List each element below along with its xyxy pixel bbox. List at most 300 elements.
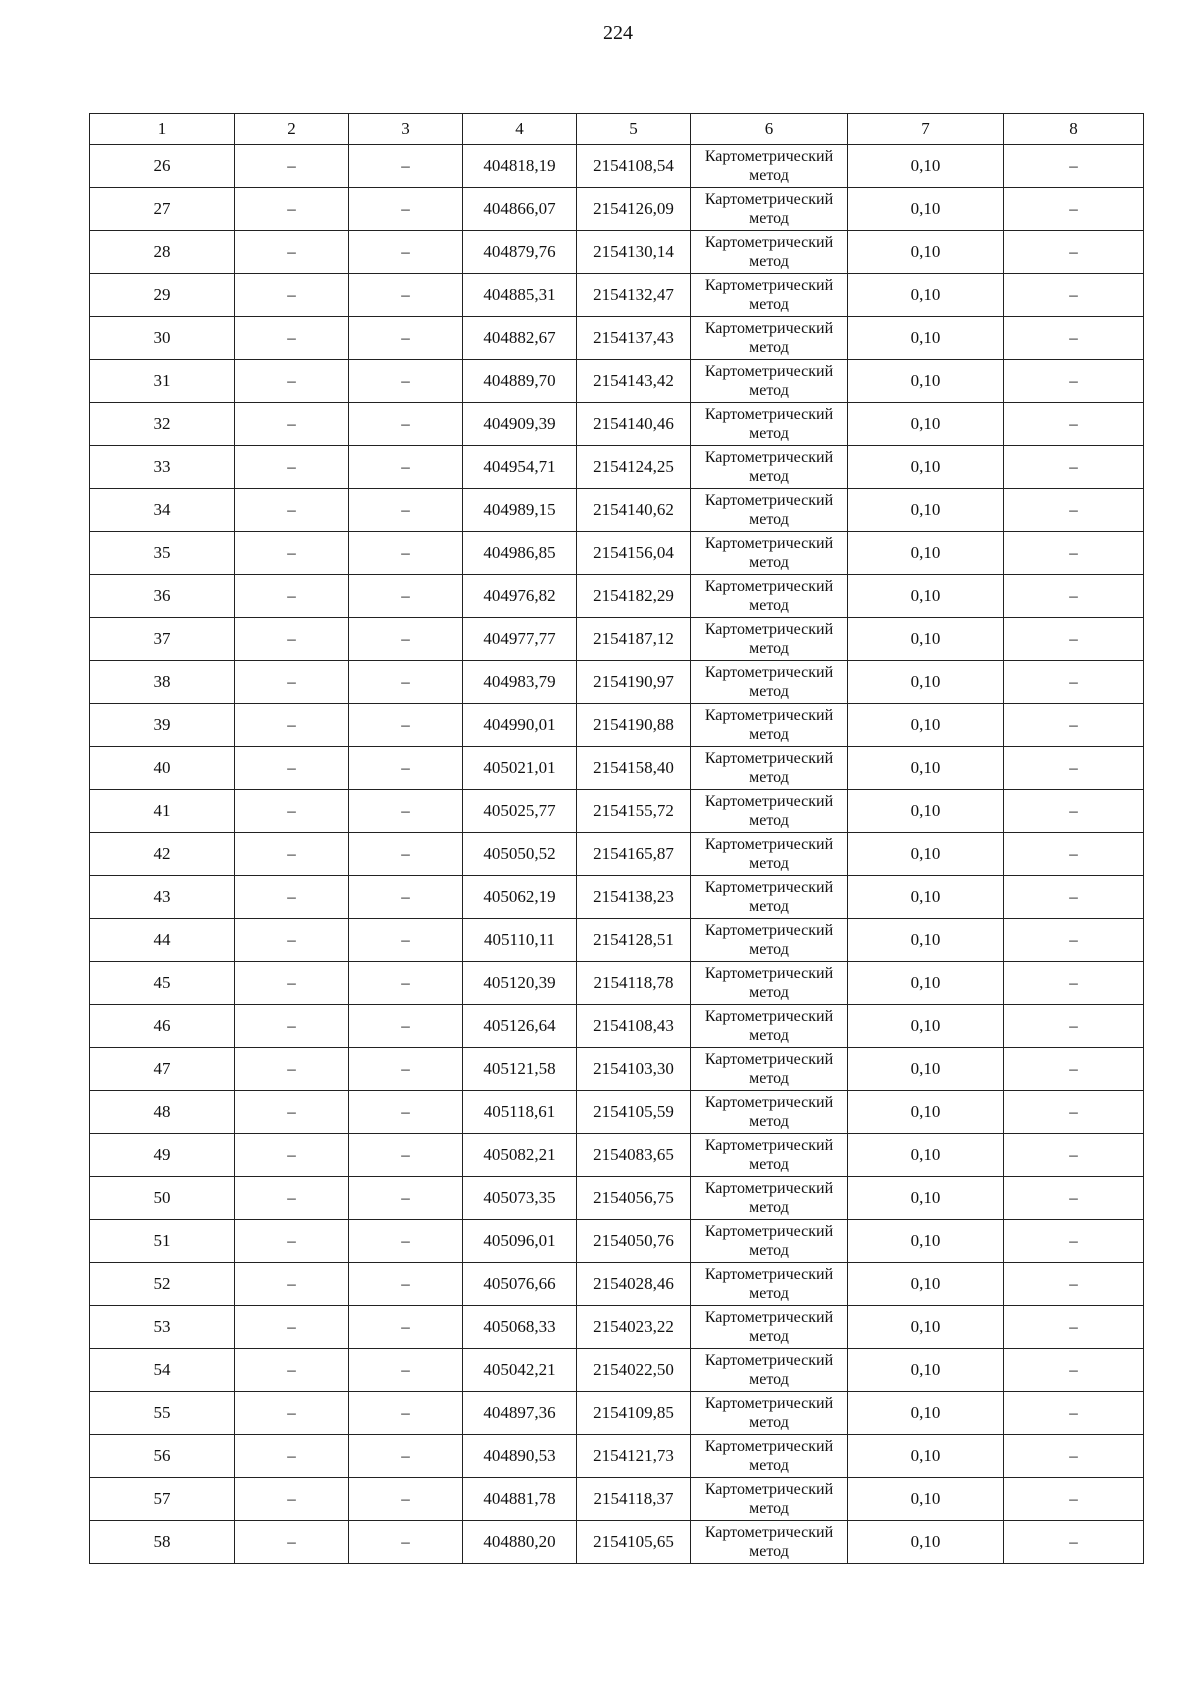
table-row	[90, 489, 1144, 532]
coordinate-y: 2154050,76	[577, 1220, 691, 1263]
coordinate-y: 2154023,22	[577, 1306, 691, 1349]
coordinate-y: 2154155,72	[577, 790, 691, 833]
column-3-cell: –	[349, 704, 463, 747]
coordinate-y: 2154137,43	[577, 317, 691, 360]
column-3-cell: –	[349, 231, 463, 274]
header-row	[90, 114, 1144, 145]
column-3-cell: –	[349, 446, 463, 489]
accuracy-cell: 0,10	[848, 231, 1004, 274]
point-number: 51	[90, 1220, 235, 1263]
column-3-cell: –	[349, 145, 463, 188]
table-row	[90, 1005, 1144, 1048]
method-cell: Картометрический метод	[691, 1177, 848, 1220]
table-row	[90, 1435, 1144, 1478]
point-number: 32	[90, 403, 235, 446]
coordinate-y: 2154124,25	[577, 446, 691, 489]
accuracy-cell: 0,10	[848, 618, 1004, 661]
accuracy-cell: 0,10	[848, 1134, 1004, 1177]
column-3-cell: –	[349, 1134, 463, 1177]
accuracy-cell: 0,10	[848, 532, 1004, 575]
accuracy-cell: 0,10	[848, 1392, 1004, 1435]
coordinate-x: 404983,79	[463, 661, 577, 704]
method-cell: Картометрический метод	[691, 747, 848, 790]
table-row	[90, 1263, 1144, 1306]
column-2-cell: –	[235, 489, 349, 532]
point-number: 48	[90, 1091, 235, 1134]
method-cell: Картометрический метод	[691, 188, 848, 231]
method-cell: Картометрический метод	[691, 919, 848, 962]
point-number: 56	[90, 1435, 235, 1478]
table-row	[90, 747, 1144, 790]
column-8-cell: –	[1004, 317, 1144, 360]
table-row	[90, 1177, 1144, 1220]
column-2-cell: –	[235, 231, 349, 274]
method-cell: Картометрический метод	[691, 790, 848, 833]
method-cell: Картометрический метод	[691, 1263, 848, 1306]
column-3-cell: –	[349, 1263, 463, 1306]
method-cell: Картометрический метод	[691, 274, 848, 317]
method-cell: Картометрический метод	[691, 1521, 848, 1564]
point-number: 41	[90, 790, 235, 833]
point-number: 35	[90, 532, 235, 575]
coordinate-x: 405110,11	[463, 919, 577, 962]
accuracy-cell: 0,10	[848, 317, 1004, 360]
column-2-cell: –	[235, 1392, 349, 1435]
column-2-cell: –	[235, 876, 349, 919]
table-row	[90, 661, 1144, 704]
column-2-cell: –	[235, 790, 349, 833]
column-3-cell: –	[349, 1435, 463, 1478]
point-number: 29	[90, 274, 235, 317]
column-8-cell: –	[1004, 661, 1144, 704]
coordinate-y: 2154028,46	[577, 1263, 691, 1306]
point-number: 53	[90, 1306, 235, 1349]
column-8-cell: –	[1004, 790, 1144, 833]
method-cell: Картометрический метод	[691, 1435, 848, 1478]
column-8-cell: –	[1004, 876, 1144, 919]
method-cell: Картометрический метод	[691, 1220, 848, 1263]
column-2-cell: –	[235, 188, 349, 231]
coordinate-x: 405076,66	[463, 1263, 577, 1306]
column-2-cell: –	[235, 403, 349, 446]
table-row	[90, 1478, 1144, 1521]
coordinate-y: 2154056,75	[577, 1177, 691, 1220]
accuracy-cell: 0,10	[848, 403, 1004, 446]
coordinate-x: 404890,53	[463, 1435, 577, 1478]
column-8-cell: –	[1004, 360, 1144, 403]
coordinate-y: 2154156,04	[577, 532, 691, 575]
column-3-cell: –	[349, 532, 463, 575]
table-row	[90, 403, 1144, 446]
column-8-cell: –	[1004, 962, 1144, 1005]
method-cell: Картометрический метод	[691, 446, 848, 489]
coordinate-x: 404818,19	[463, 145, 577, 188]
coordinate-x: 405118,61	[463, 1091, 577, 1134]
point-number: 28	[90, 231, 235, 274]
column-8-cell: –	[1004, 489, 1144, 532]
column-8-cell: –	[1004, 1091, 1144, 1134]
column-header: 2	[235, 114, 349, 145]
table-row	[90, 446, 1144, 489]
coordinates-table	[89, 113, 1144, 1564]
coordinate-x: 405062,19	[463, 876, 577, 919]
coordinate-y: 2154190,97	[577, 661, 691, 704]
coordinate-x: 405050,52	[463, 833, 577, 876]
accuracy-cell: 0,10	[848, 1306, 1004, 1349]
table-row	[90, 360, 1144, 403]
method-cell: Картометрический метод	[691, 1306, 848, 1349]
coordinate-x: 404989,15	[463, 489, 577, 532]
method-cell: Картометрический метод	[691, 317, 848, 360]
accuracy-cell: 0,10	[848, 1177, 1004, 1220]
coordinate-y: 2154126,09	[577, 188, 691, 231]
coordinate-x: 405025,77	[463, 790, 577, 833]
column-header: 7	[848, 114, 1004, 145]
column-3-cell: –	[349, 317, 463, 360]
column-2-cell: –	[235, 360, 349, 403]
column-8-cell: –	[1004, 1349, 1144, 1392]
coordinate-y: 2154083,65	[577, 1134, 691, 1177]
column-header: 8	[1004, 114, 1144, 145]
coordinate-x: 404897,36	[463, 1392, 577, 1435]
table-row	[90, 618, 1144, 661]
accuracy-cell: 0,10	[848, 575, 1004, 618]
column-3-cell: –	[349, 575, 463, 618]
point-number: 46	[90, 1005, 235, 1048]
column-8-cell: –	[1004, 403, 1144, 446]
point-number: 45	[90, 962, 235, 1005]
column-3-cell: –	[349, 1306, 463, 1349]
accuracy-cell: 0,10	[848, 360, 1004, 403]
accuracy-cell: 0,10	[848, 274, 1004, 317]
coordinate-x: 404881,78	[463, 1478, 577, 1521]
coordinate-x: 404879,76	[463, 231, 577, 274]
table-row	[90, 1392, 1144, 1435]
coordinate-y: 2154140,62	[577, 489, 691, 532]
method-cell: Картометрический метод	[691, 360, 848, 403]
accuracy-cell: 0,10	[848, 1005, 1004, 1048]
table-row	[90, 575, 1144, 618]
table-row	[90, 704, 1144, 747]
coordinate-x: 405021,01	[463, 747, 577, 790]
column-3-cell: –	[349, 1521, 463, 1564]
column-8-cell: –	[1004, 575, 1144, 618]
column-2-cell: –	[235, 1306, 349, 1349]
point-number: 58	[90, 1521, 235, 1564]
coordinate-x: 404977,77	[463, 618, 577, 661]
accuracy-cell: 0,10	[848, 1521, 1004, 1564]
accuracy-cell: 0,10	[848, 489, 1004, 532]
accuracy-cell: 0,10	[848, 919, 1004, 962]
coordinate-x: 405120,39	[463, 962, 577, 1005]
column-2-cell: –	[235, 1005, 349, 1048]
column-8-cell: –	[1004, 618, 1144, 661]
column-2-cell: –	[235, 317, 349, 360]
column-8-cell: –	[1004, 1048, 1144, 1091]
coordinate-x: 405042,21	[463, 1349, 577, 1392]
table-row	[90, 1521, 1144, 1564]
method-cell: Картометрический метод	[691, 661, 848, 704]
accuracy-cell: 0,10	[848, 833, 1004, 876]
column-2-cell: –	[235, 145, 349, 188]
column-8-cell: –	[1004, 231, 1144, 274]
coordinate-y: 2154108,54	[577, 145, 691, 188]
point-number: 27	[90, 188, 235, 231]
coordinate-y: 2154118,37	[577, 1478, 691, 1521]
table-row	[90, 145, 1144, 188]
accuracy-cell: 0,10	[848, 1263, 1004, 1306]
column-3-cell: –	[349, 274, 463, 317]
column-3-cell: –	[349, 833, 463, 876]
coordinate-x: 404882,67	[463, 317, 577, 360]
column-2-cell: –	[235, 661, 349, 704]
table-row	[90, 1091, 1144, 1134]
column-3-cell: –	[349, 661, 463, 704]
coordinate-x: 405126,64	[463, 1005, 577, 1048]
column-8-cell: –	[1004, 145, 1144, 188]
method-cell: Картометрический метод	[691, 618, 848, 661]
coordinate-x: 404889,70	[463, 360, 577, 403]
method-cell: Картометрический метод	[691, 1349, 848, 1392]
accuracy-cell: 0,10	[848, 1435, 1004, 1478]
coordinate-y: 2154140,46	[577, 403, 691, 446]
point-number: 30	[90, 317, 235, 360]
column-3-cell: –	[349, 876, 463, 919]
coordinate-y: 2154109,85	[577, 1392, 691, 1435]
method-cell: Картометрический метод	[691, 1478, 848, 1521]
column-8-cell: –	[1004, 919, 1144, 962]
page-number: 224	[603, 22, 633, 44]
column-8-cell: –	[1004, 1005, 1144, 1048]
point-number: 54	[90, 1349, 235, 1392]
column-8-cell: –	[1004, 274, 1144, 317]
column-3-cell: –	[349, 1048, 463, 1091]
method-cell: Картометрический метод	[691, 532, 848, 575]
column-3-cell: –	[349, 919, 463, 962]
coordinate-x: 404976,82	[463, 575, 577, 618]
table-row	[90, 188, 1144, 231]
method-cell: Картометрический метод	[691, 704, 848, 747]
point-number: 34	[90, 489, 235, 532]
table-row	[90, 317, 1144, 360]
column-3-cell: –	[349, 1392, 463, 1435]
point-number: 26	[90, 145, 235, 188]
column-2-cell: –	[235, 274, 349, 317]
coordinate-x: 405068,33	[463, 1306, 577, 1349]
column-header: 4	[463, 114, 577, 145]
column-2-cell: –	[235, 1134, 349, 1177]
column-2-cell: –	[235, 1521, 349, 1564]
table-row	[90, 231, 1144, 274]
coordinate-x: 405121,58	[463, 1048, 577, 1091]
table-row	[90, 1134, 1144, 1177]
column-2-cell: –	[235, 446, 349, 489]
point-number: 40	[90, 747, 235, 790]
column-2-cell: –	[235, 1478, 349, 1521]
column-3-cell: –	[349, 962, 463, 1005]
method-cell: Картометрический метод	[691, 403, 848, 446]
column-8-cell: –	[1004, 1392, 1144, 1435]
table-row	[90, 833, 1144, 876]
coordinate-y: 2154103,30	[577, 1048, 691, 1091]
coordinate-x: 404986,85	[463, 532, 577, 575]
coordinate-x: 404866,07	[463, 188, 577, 231]
coordinate-y: 2154182,29	[577, 575, 691, 618]
coordinate-y: 2154130,14	[577, 231, 691, 274]
accuracy-cell: 0,10	[848, 188, 1004, 231]
point-number: 36	[90, 575, 235, 618]
coordinate-y: 2154118,78	[577, 962, 691, 1005]
point-number: 55	[90, 1392, 235, 1435]
column-3-cell: –	[349, 1220, 463, 1263]
method-cell: Картометрический метод	[691, 489, 848, 532]
column-2-cell: –	[235, 1220, 349, 1263]
coordinate-y: 2154158,40	[577, 747, 691, 790]
point-number: 52	[90, 1263, 235, 1306]
table-row	[90, 962, 1144, 1005]
point-number: 39	[90, 704, 235, 747]
column-2-cell: –	[235, 618, 349, 661]
coordinate-x: 405082,21	[463, 1134, 577, 1177]
table-row	[90, 1349, 1144, 1392]
column-3-cell: –	[349, 747, 463, 790]
accuracy-cell: 0,10	[848, 962, 1004, 1005]
table-row	[90, 274, 1144, 317]
table-row	[90, 876, 1144, 919]
accuracy-cell: 0,10	[848, 704, 1004, 747]
column-header: 6	[691, 114, 848, 145]
coordinate-y: 2154165,87	[577, 833, 691, 876]
point-number: 50	[90, 1177, 235, 1220]
coordinate-y: 2154108,43	[577, 1005, 691, 1048]
coordinate-x: 404954,71	[463, 446, 577, 489]
table-row	[90, 532, 1144, 575]
method-cell: Картометрический метод	[691, 231, 848, 274]
coordinate-y: 2154138,23	[577, 876, 691, 919]
coordinate-x: 404880,20	[463, 1521, 577, 1564]
column-3-cell: –	[349, 1349, 463, 1392]
column-3-cell: –	[349, 618, 463, 661]
accuracy-cell: 0,10	[848, 1220, 1004, 1263]
method-cell: Картометрический метод	[691, 876, 848, 919]
column-2-cell: –	[235, 919, 349, 962]
table-body	[90, 145, 1144, 1564]
column-3-cell: –	[349, 360, 463, 403]
column-2-cell: –	[235, 747, 349, 790]
accuracy-cell: 0,10	[848, 790, 1004, 833]
column-2-cell: –	[235, 1435, 349, 1478]
column-8-cell: –	[1004, 1306, 1144, 1349]
column-8-cell: –	[1004, 833, 1144, 876]
method-cell: Картометрический метод	[691, 833, 848, 876]
column-header: 1	[90, 114, 235, 145]
table-row	[90, 1220, 1144, 1263]
accuracy-cell: 0,10	[848, 145, 1004, 188]
point-number: 37	[90, 618, 235, 661]
point-number: 42	[90, 833, 235, 876]
coordinate-y: 2154022,50	[577, 1349, 691, 1392]
column-8-cell: –	[1004, 1263, 1144, 1306]
table-row	[90, 790, 1144, 833]
accuracy-cell: 0,10	[848, 446, 1004, 489]
column-8-cell: –	[1004, 446, 1144, 489]
point-number: 38	[90, 661, 235, 704]
method-cell: Картометрический метод	[691, 1005, 848, 1048]
coordinate-x: 405073,35	[463, 1177, 577, 1220]
coordinate-y: 2154143,42	[577, 360, 691, 403]
table-row	[90, 1048, 1144, 1091]
method-cell: Картометрический метод	[691, 1091, 848, 1134]
accuracy-cell: 0,10	[848, 1349, 1004, 1392]
column-2-cell: –	[235, 575, 349, 618]
coordinate-y: 2154121,73	[577, 1435, 691, 1478]
point-number: 57	[90, 1478, 235, 1521]
column-2-cell: –	[235, 1263, 349, 1306]
column-3-cell: –	[349, 1091, 463, 1134]
point-number: 49	[90, 1134, 235, 1177]
column-2-cell: –	[235, 1349, 349, 1392]
method-cell: Картометрический метод	[691, 962, 848, 1005]
method-cell: Картометрический метод	[691, 1134, 848, 1177]
coordinate-y: 2154187,12	[577, 618, 691, 661]
method-cell: Картометрический метод	[691, 145, 848, 188]
point-number: 44	[90, 919, 235, 962]
method-cell: Картометрический метод	[691, 1392, 848, 1435]
column-2-cell: –	[235, 962, 349, 1005]
coordinate-y: 2154128,51	[577, 919, 691, 962]
column-8-cell: –	[1004, 1177, 1144, 1220]
column-2-cell: –	[235, 1048, 349, 1091]
column-8-cell: –	[1004, 1134, 1144, 1177]
column-8-cell: –	[1004, 704, 1144, 747]
accuracy-cell: 0,10	[848, 747, 1004, 790]
table-row	[90, 1306, 1144, 1349]
column-header: 3	[349, 114, 463, 145]
coordinate-y: 2154190,88	[577, 704, 691, 747]
column-8-cell: –	[1004, 747, 1144, 790]
column-8-cell: –	[1004, 188, 1144, 231]
point-number: 31	[90, 360, 235, 403]
coordinate-y: 2154105,65	[577, 1521, 691, 1564]
column-2-cell: –	[235, 704, 349, 747]
accuracy-cell: 0,10	[848, 876, 1004, 919]
column-3-cell: –	[349, 1177, 463, 1220]
coordinate-y: 2154105,59	[577, 1091, 691, 1134]
method-cell: Картометрический метод	[691, 575, 848, 618]
accuracy-cell: 0,10	[848, 661, 1004, 704]
column-3-cell: –	[349, 790, 463, 833]
coordinate-x: 404909,39	[463, 403, 577, 446]
column-3-cell: –	[349, 1005, 463, 1048]
column-8-cell: –	[1004, 1478, 1144, 1521]
point-number: 47	[90, 1048, 235, 1091]
coordinate-x: 405096,01	[463, 1220, 577, 1263]
coordinate-y: 2154132,47	[577, 274, 691, 317]
column-2-cell: –	[235, 833, 349, 876]
column-8-cell: –	[1004, 1435, 1144, 1478]
column-3-cell: –	[349, 188, 463, 231]
method-cell: Картометрический метод	[691, 1048, 848, 1091]
point-number: 33	[90, 446, 235, 489]
accuracy-cell: 0,10	[848, 1091, 1004, 1134]
column-2-cell: –	[235, 1091, 349, 1134]
coordinate-x: 404990,01	[463, 704, 577, 747]
table-row	[90, 919, 1144, 962]
column-3-cell: –	[349, 1478, 463, 1521]
column-2-cell: –	[235, 532, 349, 575]
column-8-cell: –	[1004, 532, 1144, 575]
column-8-cell: –	[1004, 1220, 1144, 1263]
